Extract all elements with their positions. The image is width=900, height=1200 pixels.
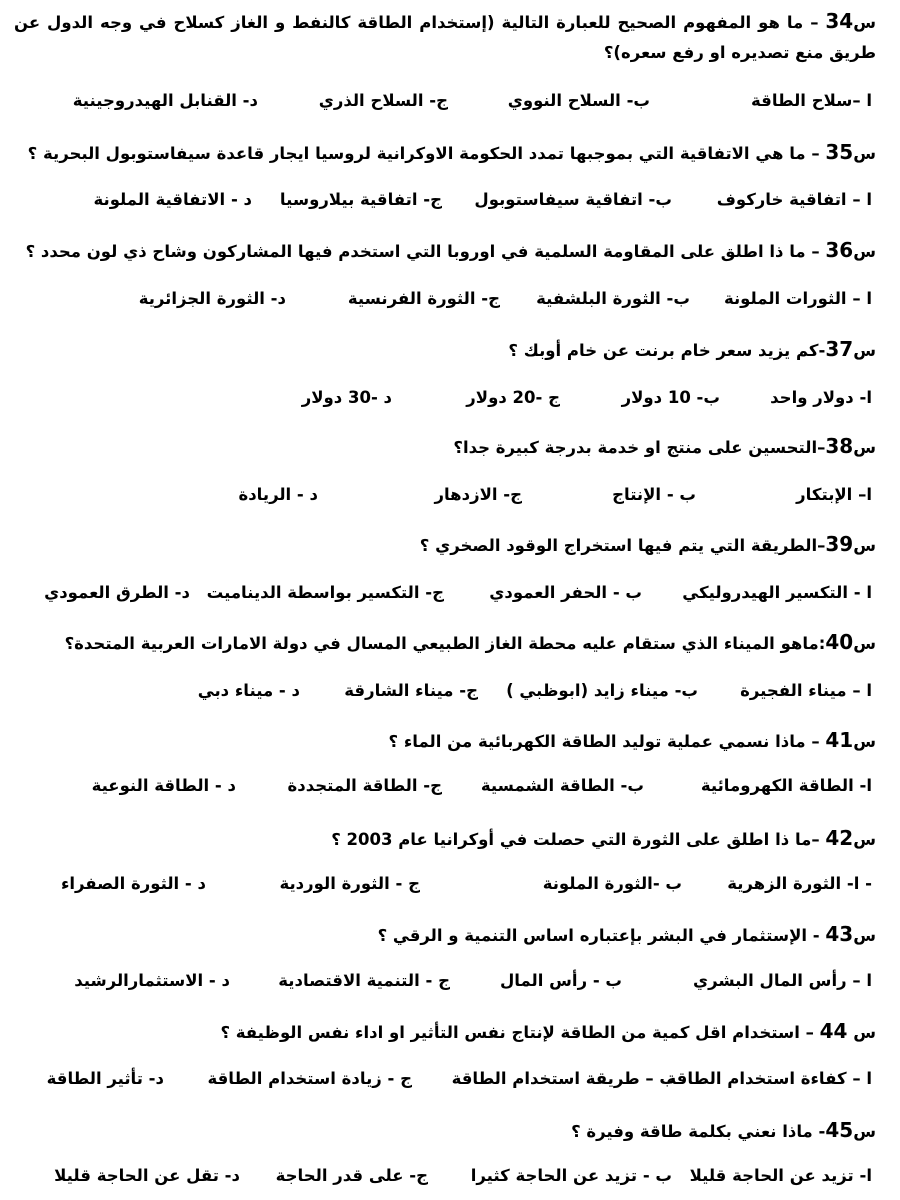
question-text: - ماذا نعني بكلمة طاقة وفيرة ؟ (571, 1122, 826, 1141)
option-b: ب- اتفاقية سيفاستوبول (474, 190, 672, 209)
option-b: ب – طريقة استخدام الطاقة (451, 1069, 676, 1088)
question-prefix: س (853, 341, 876, 360)
options-43 (0, 966, 900, 996)
option-c: ج- ميناء الشارقة (344, 681, 478, 700)
question-prefix: س (853, 732, 876, 751)
options-38 (0, 480, 900, 510)
options-37 (0, 383, 900, 413)
option-a: ا- تزيد عن الحاجة قليلا (689, 1166, 872, 1185)
options-42 (0, 869, 900, 899)
question-text: - الإستثمار في البشر بإعتباره اساس التنمية و الرقي ؟ (377, 926, 826, 945)
option-c: ج- الازدهار (434, 485, 522, 504)
option-d: د- القنابل الهيدروجينية (72, 91, 258, 110)
option-d: د - الاتفاقية الملونة (93, 190, 252, 209)
option-b: ب- السلاح النووي (507, 91, 650, 110)
question-text: –ما ذا اطلق على الثورة التي حصلت في أوكرانيا عام 2003 ؟ (331, 830, 826, 849)
question-37 (14, 334, 876, 366)
question-prefix: س (853, 1122, 876, 1141)
question-45 (14, 1115, 876, 1147)
option-a: ا- الطاقة الكهرومائية (700, 776, 872, 795)
options-35 (0, 185, 900, 215)
question-prefix: س (853, 438, 876, 457)
question-number: 44 (819, 1019, 848, 1043)
option-a: - ا- الثورة الزهرية (727, 874, 872, 893)
question-text: – استخدام اقل كمية من الطاقة لإنتاج نفس التأثير او اداء نفس الوظيفة ؟ (220, 1023, 820, 1042)
question-44 (14, 1016, 876, 1048)
question-number: 45 (825, 1118, 854, 1142)
option-d: د - الريادة (238, 485, 318, 504)
options-41 (0, 771, 900, 801)
question-text: -كم يزيد سعر خام برنت عن خام أوبك ؟ (508, 341, 826, 360)
option-c: ج- الثورة الفرنسية (347, 289, 500, 308)
option-d: د - ميناء دبي (197, 681, 300, 700)
question-text: :ماهو الميناء الذي ستقام عليه محطة الغاز الطبيعي المسال في دولة الامارات العربية المتحدة؟ (64, 634, 826, 653)
option-a: ا - التكسير الهيدروليكي (682, 583, 872, 602)
option-a: ا – الثورات الملونة (723, 289, 872, 308)
option-d: د - الطاقة النوعية (91, 776, 236, 795)
option-c: ج- السلاح الذري (318, 91, 448, 110)
question-number: 40 (825, 630, 854, 654)
question-number: 43 (825, 922, 854, 946)
question-number: 41 (825, 728, 854, 752)
option-d: د- الثورة الجزائرية (138, 289, 286, 308)
question-36 (14, 235, 876, 267)
option-c: ج - الثورة الوردية (279, 874, 420, 893)
option-a: ا – اتفاقية خاركوف (716, 190, 872, 209)
question-40 (14, 627, 876, 659)
option-a: ا– الإبتكار (796, 485, 872, 504)
option-c: ج - زيادة استخدام الطاقة (207, 1069, 412, 1088)
options-45 (0, 1161, 900, 1191)
option-d: د - الاستثمارالرشيد (74, 971, 230, 990)
question-number: 34 (825, 9, 854, 33)
question-number: 39 (825, 532, 854, 556)
option-d: د -30 دولار (301, 388, 392, 407)
question-prefix: س (847, 1023, 876, 1042)
option-c: ج- الطاقة المتجددة (287, 776, 442, 795)
option-a: ا – ميناء الفجيرة (740, 681, 872, 700)
question-38 (14, 431, 876, 463)
option-c: ج- اتفاقية بيلاروسيا (279, 190, 442, 209)
options-36 (0, 284, 900, 314)
option-b: ب -الثورة الملونة (542, 874, 682, 893)
question-text: – ما هي الاتفاقية التي بموجبها تمدد الحكومة الاوكرانية لروسيا ايجار قاعدة سيفاستوبول البحرية ؟ (27, 144, 826, 163)
option-c: ج- على قدر الحاجة (275, 1166, 428, 1185)
question-prefix: س (853, 926, 876, 945)
question-number: 35 (825, 140, 854, 164)
question-39 (14, 529, 876, 561)
option-d: د - الثورة الصفراء (60, 874, 206, 893)
question-number: 37 (825, 337, 854, 361)
option-d: د- الطرق العمودي (44, 583, 190, 602)
option-a: ا- دولار واحد (770, 388, 872, 407)
option-d: د- تقل عن الحاجة قليلا (54, 1166, 240, 1185)
option-b: ب- الطاقة الشمسية (480, 776, 644, 795)
option-a: ا –سلاح الطاقة (751, 91, 872, 110)
option-c: ج -20 دولار (466, 388, 560, 407)
question-prefix: س (853, 144, 876, 163)
question-34 (14, 6, 876, 68)
question-42 (14, 823, 876, 855)
question-text: – ماذا نسمي عملية توليد الطاقة الكهربائية من الماء ؟ (388, 732, 826, 751)
question-prefix: س (853, 830, 876, 849)
question-text: – ما هو المفهوم الصحيح للعبارة التالية (إستخدام الطاقة كالنفط و الغاز كسلاح في وجه الدول عن طريق منع تصديره او رفع سعره)؟ (14, 13, 876, 62)
option-a: ا – رأس المال البشري (693, 971, 872, 990)
question-prefix: س (853, 536, 876, 555)
question-number: 36 (825, 238, 854, 262)
question-43 (14, 919, 876, 951)
option-c: ج - التنمية الاقتصادية (278, 971, 450, 990)
option-c: ج- التكسير بواسطة الديناميت (206, 583, 444, 602)
question-41 (14, 725, 876, 757)
question-35 (14, 137, 876, 169)
option-b: ب - رأس المال (499, 971, 622, 990)
question-prefix: س (853, 242, 876, 261)
question-prefix: س (853, 634, 876, 653)
option-b: ب- ميناء زايد (ابوظبي ) (506, 681, 698, 700)
option-b: ب- الثورة البلشفية (536, 289, 690, 308)
option-d: د- تأثير الطاقة (46, 1069, 164, 1088)
options-39 (0, 578, 900, 608)
question-number: 42 (825, 826, 854, 850)
question-text: –التحسين على منتج او خدمة بدرجة كبيرة جدا؟ (453, 438, 826, 457)
options-40 (0, 676, 900, 706)
options-34 (0, 86, 900, 116)
option-b: ب - تزيد عن الحاجة كثيرا (470, 1166, 672, 1185)
question-text: – ما ذا اطلق على المقاومة السلمية في اوروبا التي استخدم فيها المشاركون وشاح ذي لون محدد ؟ (25, 242, 826, 261)
option-b: ب- 10 دولار (621, 388, 720, 407)
option-a: ا – كفاءة استخدام الطاقة (666, 1069, 872, 1088)
option-b: ب - الحفر العمودي (489, 583, 642, 602)
options-44 (0, 1064, 900, 1094)
question-prefix: س (853, 13, 876, 32)
option-b: ب - الإنتاج (612, 485, 696, 504)
question-number: 38 (825, 434, 854, 458)
question-text: –الطريقة التي يتم فيها استخراج الوقود الصخري ؟ (419, 536, 826, 555)
